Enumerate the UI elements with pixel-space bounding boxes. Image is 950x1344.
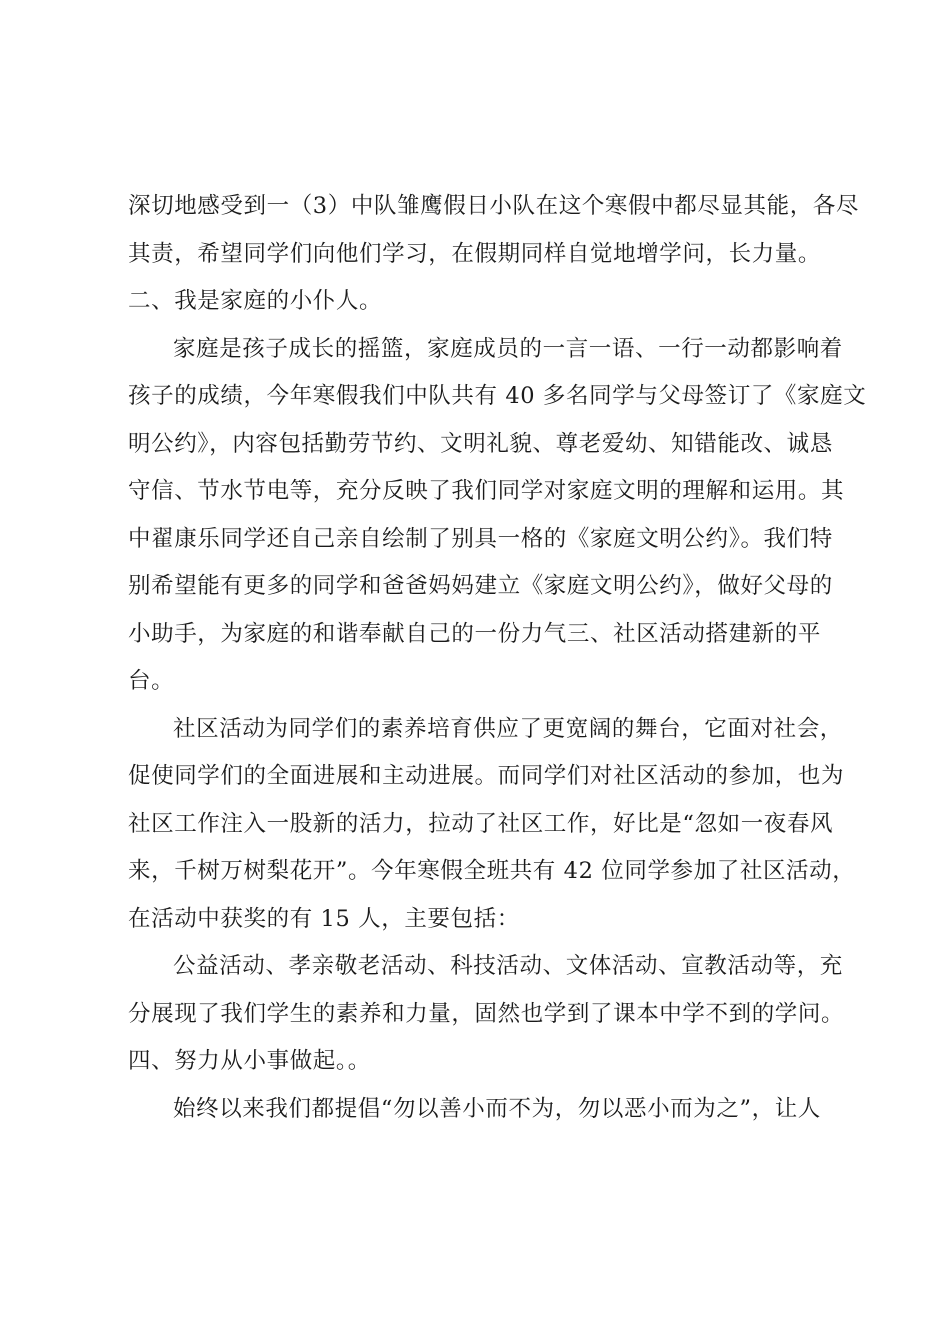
paragraph-first-line: 始终以来我们都提倡“勿以善小而不为，勿以恶小而为之”，让人 [173, 1095, 821, 1122]
text-line: 促使同学们的全面进展和主动进展。而同学们对社区活动的参加，也为 [128, 763, 845, 789]
text-line: 守信、节水节电等，充分反映了我们同学对家庭文明的理解和运用。其 [128, 478, 845, 504]
paragraph-first-line: 家庭是孩子成长的摇篮，家庭成员的一言一语、一行一动都影响着 [173, 335, 843, 362]
text-line: 来，千树万树梨花开”。今年寒假全班共有 42 位同学参加了社区活动， [128, 858, 856, 884]
text-line: 深切地感受到一（3）中队雏鹰假日小队在这个寒假中都尽显其能，各尽 [128, 193, 860, 219]
text-line: 分展现了我们学生的素养和力量，固然也学到了课本中学不到的学问。 [128, 1000, 845, 1027]
document-body [128, 183, 867, 1133]
text-line: 别希望能有更多的同学和爸爸妈妈建立《家庭文明公约》，做好父母的 [128, 573, 833, 599]
text-line: 中翟康乐同学还自己亲自绘制了别具一格的《家庭文明公约》。我们特 [128, 525, 833, 552]
section-heading: 四、努力从小事做起。。 [128, 1048, 371, 1074]
text-line: 台。 [128, 668, 175, 694]
text-line: 明公约》，内容包括勤劳节约、文明礼貌、尊老爱幼、知错能改、诚恳 [128, 430, 833, 457]
text-line: 社区工作注入一股新的活力，拉动了社区工作，好比是“忽如一夜春风 [128, 810, 834, 837]
text-line: 在活动中获奖的有 15 人，主要包括： [128, 905, 520, 932]
text-line: 其责，希望同学们向他们学习，在假期同样自觉地增学问，长力量。 [128, 240, 822, 267]
paragraph-first-line: 社区活动为同学们的素养培育供应了更宽阔的舞台，它面对社会， [173, 715, 843, 742]
section-heading: 二、我是家庭的小仆人。 [128, 288, 383, 314]
paragraph-first-line: 公益活动、孝亲敬老活动、科技活动、文体活动、宣教活动等，充 [173, 953, 843, 979]
text-line: 孩子的成绩，今年寒假我们中队共有 40 多名同学与父母签订了《家庭文 [128, 383, 867, 409]
text-line: 小助手，为家庭的和谐奉献自己的一份力气三、社区活动搭建新的平 [128, 620, 822, 647]
